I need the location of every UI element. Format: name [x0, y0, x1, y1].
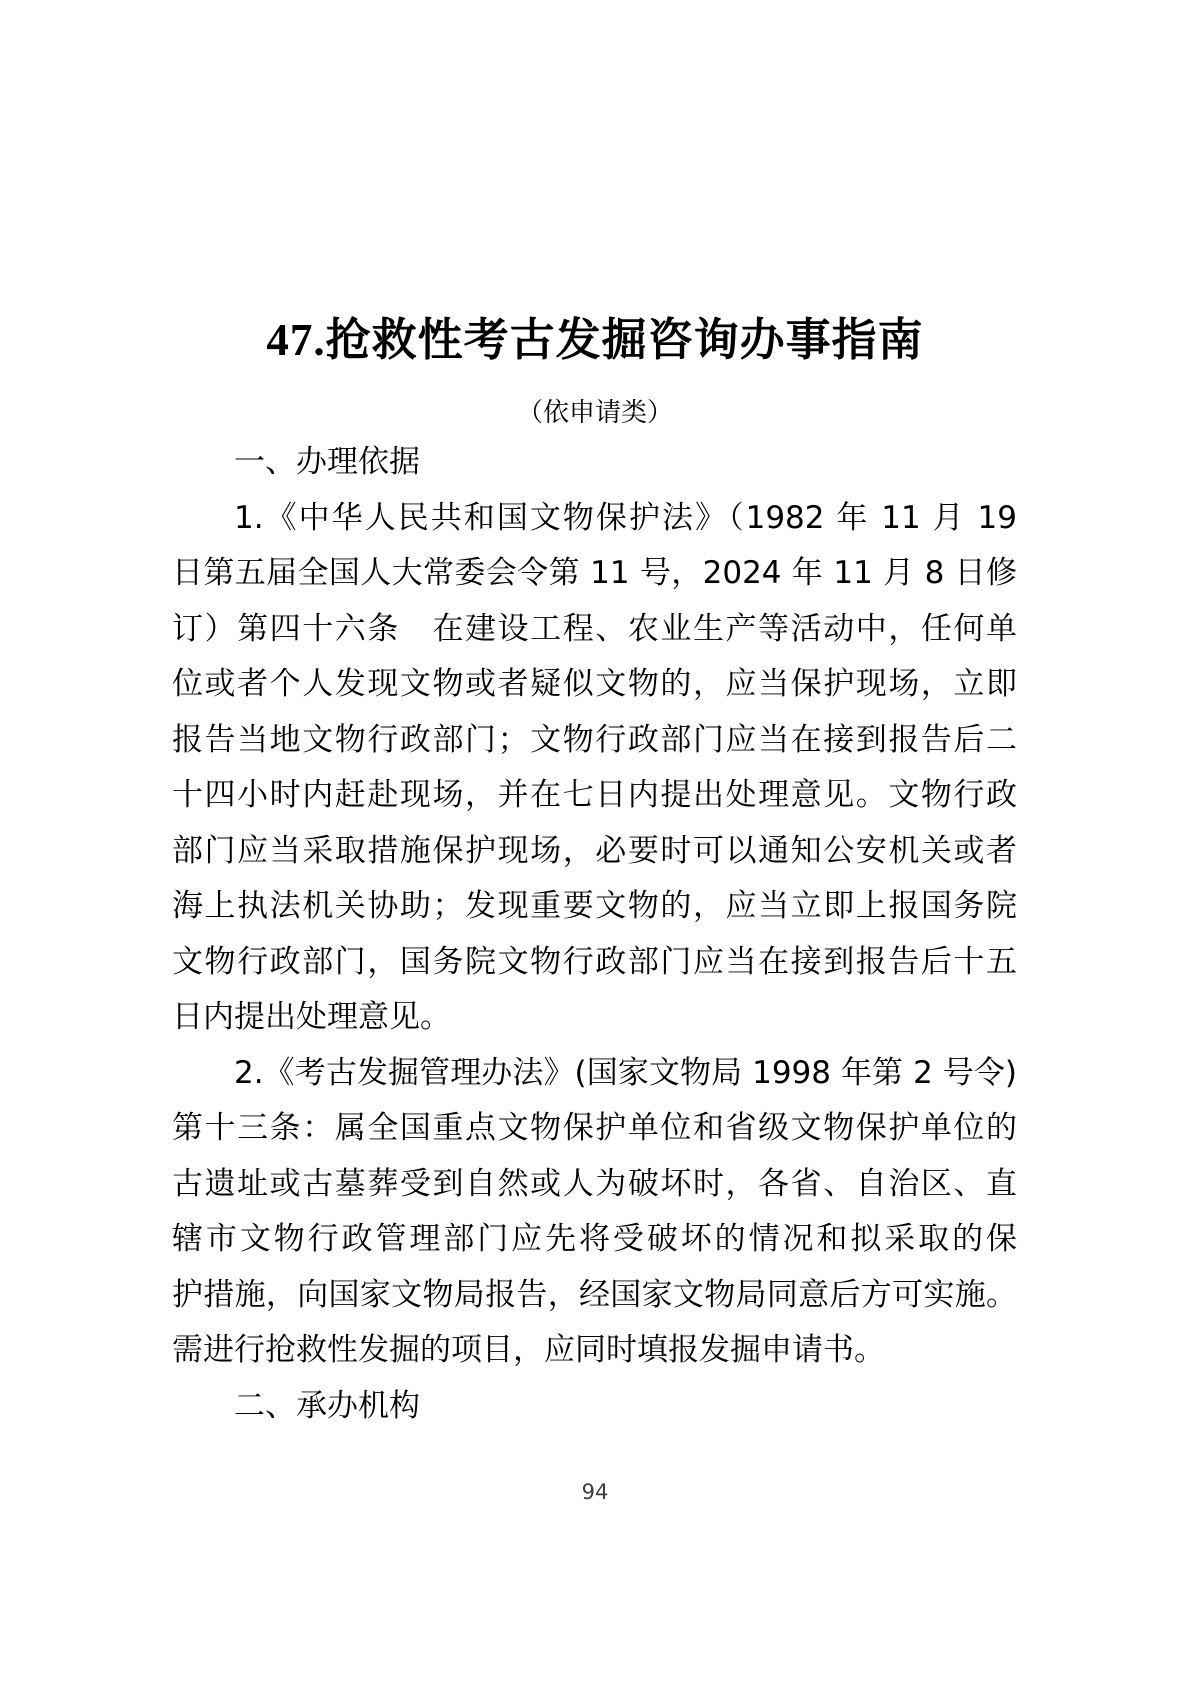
text-line: 报告当地文物行政部门；文物行政部门应当在接到报告后二: [172, 721, 1017, 758]
text-line: 部门应当采取措施保护现场，必要时可以通知公安机关或者: [172, 832, 1017, 869]
section-heading-2: 二、承办机构: [234, 1387, 420, 1424]
text-line: 古遗址或古墓葬受到自然或人为破坏时，各省、自治区、直: [172, 1165, 1017, 1202]
text-line: 第十三条：属全国重点文物保护单位和省级文物保护单位的: [172, 1110, 1017, 1146]
document-subtitle: （依申请类）: [516, 398, 673, 428]
text-line: 十四小时内赶赴现场，并在七日内提出处理意见。文物行政: [172, 777, 1017, 813]
text-line: 文物行政部门，国务院文物行政部门应当在接到报告后十五: [172, 943, 1017, 980]
text-line: 需进行抢救性发掘的项目，应同时填报发掘申请书。: [172, 1332, 885, 1368]
page-number: 94: [581, 1480, 609, 1504]
text-line: 2.《考古发掘管理办法》(国家文物局 1998 年第 2 号令): [234, 1054, 1017, 1091]
text-line: 日内提出处理意见。: [172, 999, 451, 1035]
text-line: 海上执法机关协助；发现重要文物的，应当立即上报国务院: [172, 888, 1017, 924]
section-heading-1: 一、办理依据: [234, 444, 420, 480]
text-line: 1.《中华人民共和国文物保护法》（1982 年 11 月 19: [234, 499, 1017, 536]
text-line: 护措施，向国家文物局报告，经国家文物局同意后方可实施。: [172, 1276, 1017, 1313]
text-line: 辖市文物行政管理部门应先将受破坏的情况和拟采取的保: [172, 1221, 1017, 1257]
document-title: 47.抢救性考古发掘咨询办事指南: [266, 315, 924, 365]
text-line: 日第五届全国人大常委会令第 11 号，2024 年 11 月 8 日修: [172, 555, 1017, 591]
document-body: [172, 435, 1017, 1434]
text-line: 订）第四十六条 在建设工程、农业生产等活动中，任何单: [172, 610, 1017, 647]
text-line: 位或者个人发现文物或者疑似文物的，应当保护现场，立即: [172, 666, 1017, 702]
